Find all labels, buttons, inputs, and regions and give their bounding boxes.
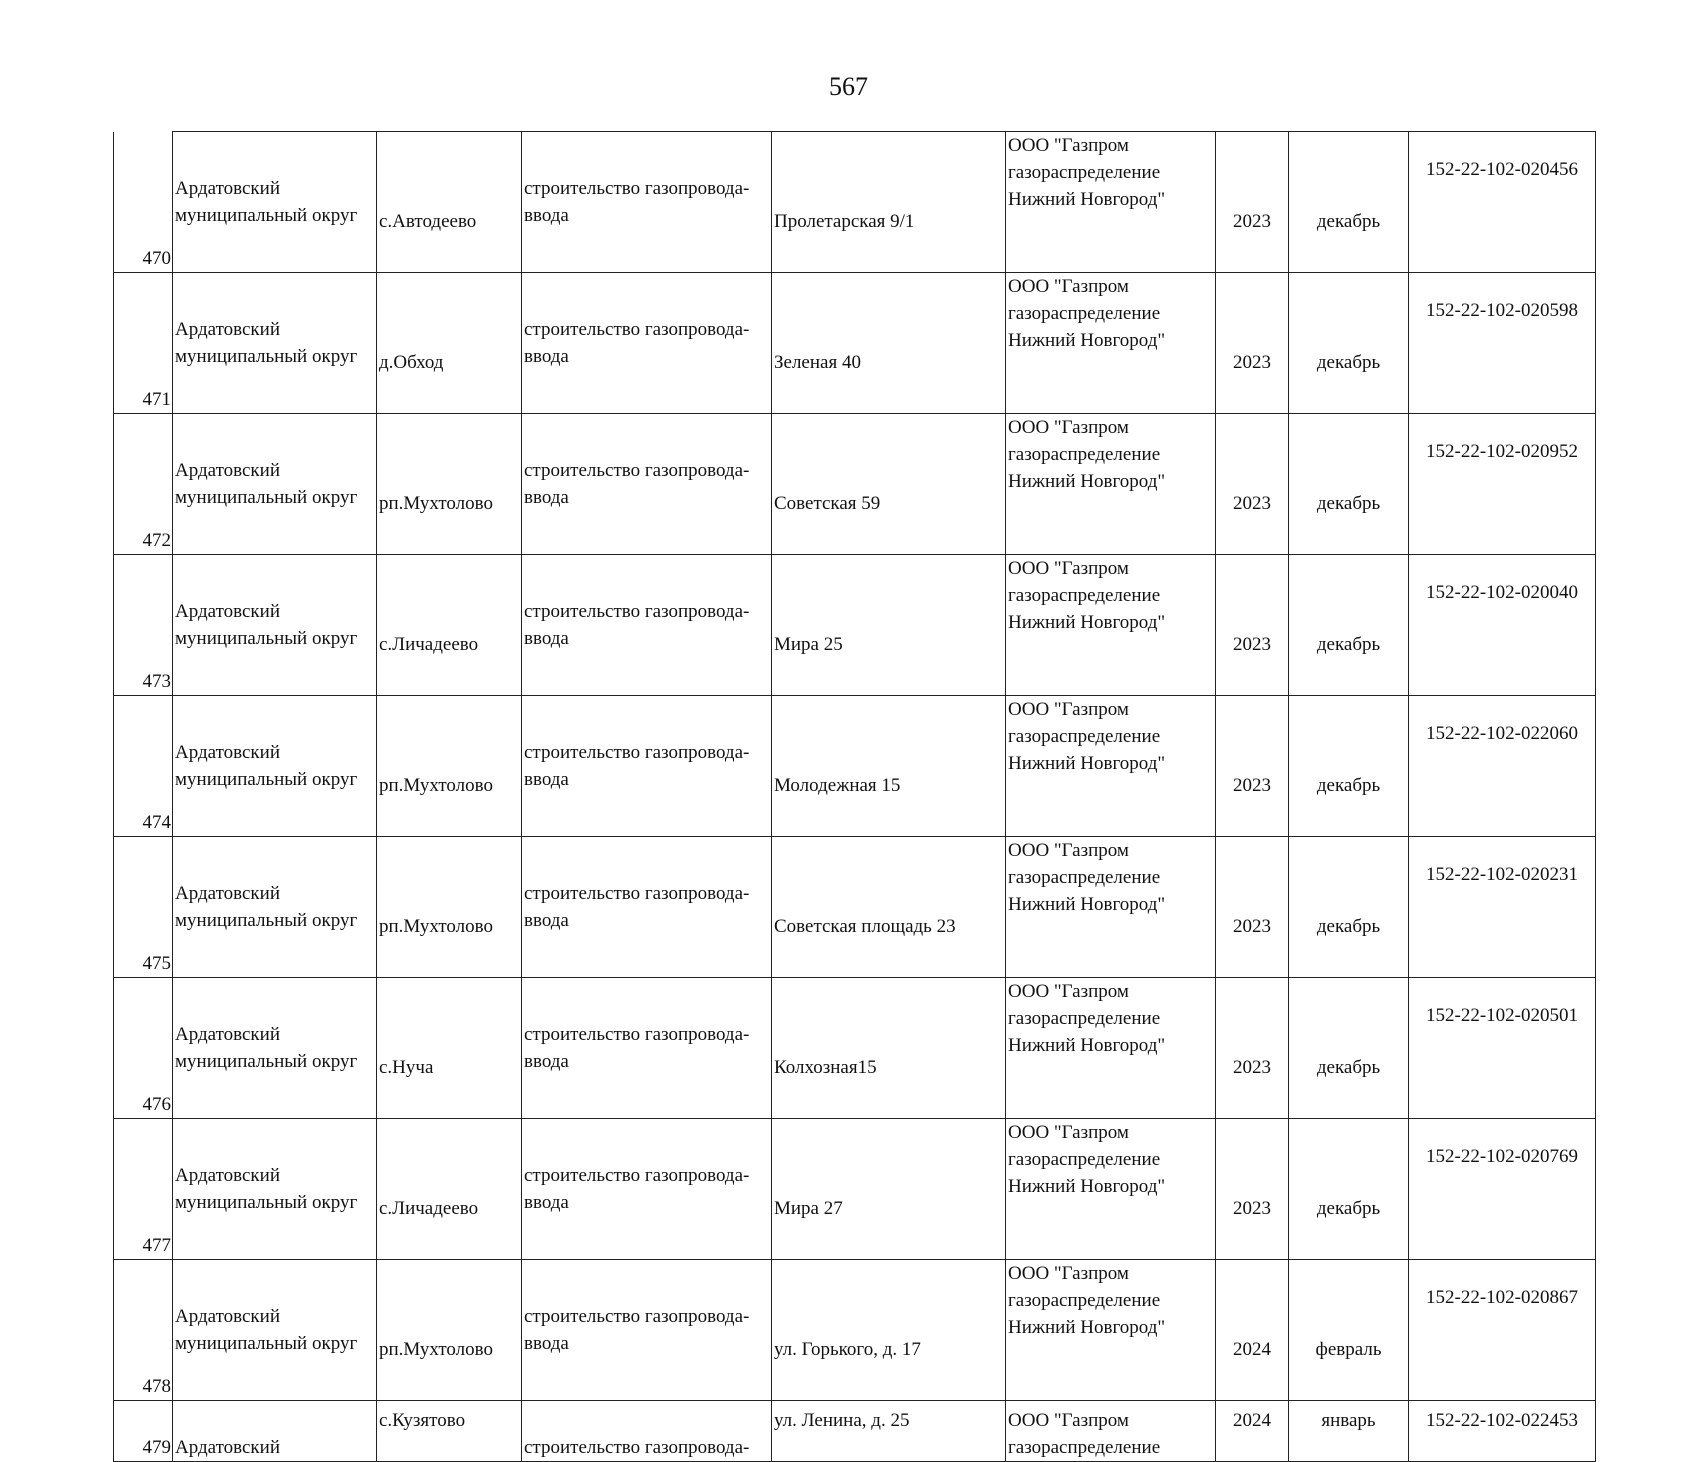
cell-line: Ардатовский [175, 883, 280, 904]
cell-line: Нижний Новгород" [1008, 753, 1166, 774]
cell-line: газораспределение [1008, 1008, 1161, 1029]
cell-text: с.Автодеево [379, 210, 477, 232]
month-cell [1289, 1401, 1409, 1462]
cell-text: 152-22-102-020231 [1426, 864, 1578, 885]
cell-text: с.Нуча [379, 1056, 434, 1078]
code-cell [1409, 414, 1596, 555]
cell-text: 152-22-102-020040 [1426, 582, 1578, 603]
settlement-cell [377, 1119, 522, 1260]
district-cell [173, 978, 377, 1119]
month-cell [1289, 1119, 1409, 1260]
year-cell [1216, 132, 1289, 273]
settlement-cell [377, 837, 522, 978]
code-cell [1409, 132, 1596, 273]
cell-line: газораспределение [1008, 1149, 1161, 1170]
year-cell [1216, 1119, 1289, 1260]
gas-pipeline-table [113, 131, 1596, 1462]
cell-text: рп.Мухтолово [379, 1338, 493, 1360]
code-cell [1409, 1260, 1596, 1401]
organization-cell [1006, 1119, 1216, 1260]
work-type-cell [522, 837, 772, 978]
cell-line: ввода [524, 910, 569, 931]
cell-text: январь [1321, 1410, 1376, 1431]
organization-cell [1006, 414, 1216, 555]
cell-line: ООО "Газпром [1008, 1122, 1129, 1143]
table-row [114, 132, 1596, 273]
cell-line: ООО "Газпром [1008, 840, 1129, 861]
cell-line: Ардатовский [175, 1024, 280, 1045]
work-type-cell [522, 132, 772, 273]
address-cell [772, 555, 1006, 696]
table-row [114, 978, 1596, 1119]
row-number [114, 555, 173, 696]
organization-cell [1006, 273, 1216, 414]
cell-line: Ардатовский [175, 1306, 280, 1327]
work-type-cell [522, 414, 772, 555]
cell-line: газораспределение [1008, 867, 1161, 888]
address-cell [772, 1260, 1006, 1401]
month-cell [1289, 696, 1409, 837]
cell-line: ООО "Газпром [1008, 1263, 1129, 1284]
address-cell [772, 414, 1006, 555]
cell-line: строительство газопровода- [524, 460, 750, 481]
year-cell [1216, 1260, 1289, 1401]
row-number [114, 414, 173, 555]
cell-text: рп.Мухтолово [379, 774, 493, 796]
cell-text: 474 [142, 812, 171, 833]
month-cell [1289, 414, 1409, 555]
cell-line: муниципальный округ [175, 487, 358, 508]
code-cell [1409, 555, 1596, 696]
row-number [114, 273, 173, 414]
settlement-cell [377, 132, 522, 273]
row-number [114, 1401, 173, 1462]
code-cell [1409, 1119, 1596, 1260]
cell-line: газораспределение [1008, 585, 1161, 606]
table-row [114, 555, 1596, 696]
cell-text: Мира 27 [774, 1197, 843, 1219]
address-cell [772, 273, 1006, 414]
cell-text: 152-22-102-020952 [1426, 441, 1578, 462]
cell-line: ввода [524, 346, 569, 367]
cell-text: ул. Горького, д. 17 [774, 1338, 921, 1360]
cell-line: Ардатовский [175, 742, 280, 763]
year-cell [1216, 696, 1289, 837]
code-cell [1409, 696, 1596, 837]
work-type-cell [522, 696, 772, 837]
cell-line: Нижний Новгород" [1008, 1176, 1166, 1197]
year-cell [1216, 837, 1289, 978]
district-cell [173, 273, 377, 414]
organization-cell [1006, 978, 1216, 1119]
cell-text: 470 [142, 248, 171, 269]
settlement-cell [377, 978, 522, 1119]
row-number [114, 1119, 173, 1260]
cell-text: Молодежная 15 [774, 774, 901, 796]
year-cell [1216, 555, 1289, 696]
cell-line: газораспределение [1008, 303, 1161, 324]
table-row [114, 837, 1596, 978]
settlement-cell [377, 273, 522, 414]
settlement-cell [377, 1260, 522, 1401]
district-cell [173, 132, 377, 273]
cell-line: ООО "Газпром [1008, 417, 1129, 438]
table-row [114, 696, 1596, 837]
table-row [114, 1119, 1596, 1260]
cell-text: 2023 [1233, 915, 1271, 937]
cell-text: ул. Ленина, д. 25 [774, 1410, 910, 1431]
cell-line: Ардатовский [175, 1165, 280, 1186]
cell-text: 2023 [1233, 1056, 1271, 1078]
organization-cell [1006, 696, 1216, 837]
cell-text: 152-22-102-022453 [1426, 1410, 1578, 1431]
cell-line: муниципальный округ [175, 769, 358, 790]
cell-text: рп.Мухтолово [379, 915, 493, 937]
work-type-cell [522, 273, 772, 414]
cell-line: муниципальный округ [175, 1333, 358, 1354]
organization-cell [1006, 132, 1216, 273]
cell-line: муниципальный округ [175, 346, 358, 367]
year-cell [1216, 1401, 1289, 1462]
cell-text: с.Личадеево [379, 633, 479, 655]
cell-line: газораспределение [1008, 1290, 1161, 1311]
table-row [114, 1260, 1596, 1401]
cell-text: 476 [142, 1094, 171, 1115]
cell-text: декабрь [1316, 915, 1381, 937]
cell-text: 478 [142, 1376, 171, 1397]
cell-line: ввода [524, 1192, 569, 1213]
settlement-cell [377, 696, 522, 837]
cell-text: 2024 [1233, 1410, 1271, 1431]
page-number: 567 [829, 72, 868, 101]
cell-line: муниципальный округ [175, 1192, 358, 1213]
settlement-cell [377, 555, 522, 696]
year-cell [1216, 978, 1289, 1119]
cell-line: строительство газопровода- [524, 1306, 750, 1327]
cell-text: декабрь [1316, 1056, 1381, 1078]
cell-text: Советская площадь 23 [774, 915, 956, 937]
cell-line: газораспределение [1008, 162, 1161, 183]
cell-line: строительство газопровода- [524, 1165, 750, 1186]
cell-line: ООО "Газпром [1008, 135, 1129, 156]
work-type-cell [522, 1119, 772, 1260]
cell-line: ООО "Газпром [1008, 276, 1129, 297]
cell-line: газораспределение [1008, 726, 1161, 747]
address-cell [772, 1401, 1006, 1462]
code-cell [1409, 273, 1596, 414]
cell-text: 2023 [1233, 492, 1271, 514]
cell-text: с.Личадеево [379, 1197, 479, 1219]
cell-line: ООО "Газпром [1008, 699, 1129, 720]
cell-line: ООО "Газпром [1008, 558, 1129, 579]
cell-text: 479 [142, 1437, 171, 1458]
month-cell [1289, 555, 1409, 696]
district-cell [173, 1260, 377, 1401]
code-cell [1409, 1401, 1596, 1462]
cell-line: Нижний Новгород" [1008, 471, 1166, 492]
organization-cell [1006, 1401, 1216, 1462]
cell-line: Нижний Новгород" [1008, 189, 1166, 210]
cell-text: 2023 [1233, 210, 1271, 232]
district-cell [173, 1119, 377, 1260]
cell-line: строительство газопровода- [524, 883, 750, 904]
address-cell [772, 1119, 1006, 1260]
cell-text: 152-22-102-020598 [1426, 300, 1578, 321]
cell-line: ввода [524, 1333, 569, 1354]
cell-text: декабрь [1316, 633, 1381, 655]
cell-text: Ардатовский [175, 1437, 280, 1458]
cell-line: строительство газопровода- [524, 1024, 750, 1045]
cell-text: Мира 25 [774, 633, 843, 655]
cell-text: 475 [142, 953, 171, 974]
organization-cell [1006, 837, 1216, 978]
cell-line: строительство газопровода- [524, 601, 750, 622]
work-type-cell [522, 1401, 772, 1462]
cell-text: 152-22-102-022060 [1426, 723, 1578, 744]
cell-line: ООО "Газпром [1008, 1410, 1129, 1431]
cell-line: ввода [524, 205, 569, 226]
cell-text: с.Кузятово [379, 1410, 466, 1431]
cell-line: ввода [524, 1051, 569, 1072]
cell-text: 2023 [1233, 774, 1271, 796]
row-number [114, 696, 173, 837]
cell-line: строительство газопровода- [524, 319, 750, 340]
cell-text: 477 [142, 1235, 171, 1256]
code-cell [1409, 837, 1596, 978]
cell-text: Советская 59 [774, 492, 881, 514]
cell-text: строительство газопровода- [524, 1437, 750, 1458]
cell-text: 152-22-102-020769 [1426, 1146, 1578, 1167]
cell-text: Зеленая 40 [774, 351, 861, 373]
cell-text: 152-22-102-020456 [1426, 159, 1578, 180]
cell-line: Нижний Новгород" [1008, 1035, 1166, 1056]
cell-text: декабрь [1316, 1197, 1381, 1219]
work-type-cell [522, 978, 772, 1119]
cell-line: Нижний Новгород" [1008, 612, 1166, 633]
cell-line: муниципальный округ [175, 205, 358, 226]
settlement-cell [377, 1401, 522, 1462]
cell-text: 2023 [1233, 633, 1271, 655]
cell-text: декабрь [1316, 210, 1381, 232]
year-cell [1216, 414, 1289, 555]
address-cell [772, 978, 1006, 1119]
cell-text: 471 [142, 389, 171, 410]
month-cell [1289, 837, 1409, 978]
cell-line: Ардатовский [175, 319, 280, 340]
cell-text: 473 [142, 671, 171, 692]
cell-text: Пролетарская 9/1 [774, 210, 915, 232]
address-cell [772, 696, 1006, 837]
address-cell [772, 132, 1006, 273]
settlement-cell [377, 414, 522, 555]
organization-cell [1006, 1260, 1216, 1401]
cell-line: строительство газопровода- [524, 742, 750, 763]
district-cell [173, 555, 377, 696]
cell-line: строительство газопровода- [524, 178, 750, 199]
table-row [114, 1401, 1596, 1462]
row-number [114, 1260, 173, 1401]
cell-text: декабрь [1316, 492, 1381, 514]
cell-line: Ардатовский [175, 178, 280, 199]
organization-cell [1006, 555, 1216, 696]
cell-line: ввода [524, 769, 569, 790]
district-cell [173, 1401, 377, 1462]
row-number [114, 132, 173, 273]
month-cell [1289, 273, 1409, 414]
cell-line: муниципальный округ [175, 628, 358, 649]
table-row [114, 414, 1596, 555]
cell-line: газораспределение [1008, 1437, 1161, 1458]
cell-line: муниципальный округ [175, 1051, 358, 1072]
cell-line: Нижний Новгород" [1008, 894, 1166, 915]
cell-line: ввода [524, 487, 569, 508]
district-cell [173, 414, 377, 555]
cell-text: 152-22-102-020867 [1426, 1287, 1578, 1308]
cell-line: Нижний Новгород" [1008, 330, 1166, 351]
cell-line: ООО "Газпром [1008, 981, 1129, 1002]
table-body [114, 132, 1596, 1462]
cell-text: 2024 [1233, 1338, 1271, 1360]
cell-line: ввода [524, 628, 569, 649]
district-cell [173, 837, 377, 978]
row-number [114, 837, 173, 978]
cell-text: февраль [1315, 1338, 1382, 1360]
row-number [114, 978, 173, 1119]
cell-line: Нижний Новгород" [1008, 1317, 1166, 1338]
cell-text: 2023 [1233, 1197, 1271, 1219]
address-cell [772, 837, 1006, 978]
year-cell [1216, 273, 1289, 414]
month-cell [1289, 978, 1409, 1119]
work-type-cell [522, 555, 772, 696]
table-row [114, 273, 1596, 414]
month-cell [1289, 132, 1409, 273]
cell-text: декабрь [1316, 774, 1381, 796]
cell-line: Ардатовский [175, 601, 280, 622]
cell-line: муниципальный округ [175, 910, 358, 931]
cell-text: Колхозная15 [774, 1056, 877, 1078]
code-cell [1409, 978, 1596, 1119]
month-cell [1289, 1260, 1409, 1401]
cell-line: газораспределение [1008, 444, 1161, 465]
cell-text: 152-22-102-020501 [1426, 1005, 1578, 1026]
cell-text: 472 [142, 530, 171, 551]
cell-text: рп.Мухтолово [379, 492, 493, 514]
cell-text: д.Обход [379, 351, 444, 373]
cell-text: декабрь [1316, 351, 1381, 373]
work-type-cell [522, 1260, 772, 1401]
cell-line: Ардатовский [175, 460, 280, 481]
district-cell [173, 696, 377, 837]
cell-text: 2023 [1233, 351, 1271, 373]
